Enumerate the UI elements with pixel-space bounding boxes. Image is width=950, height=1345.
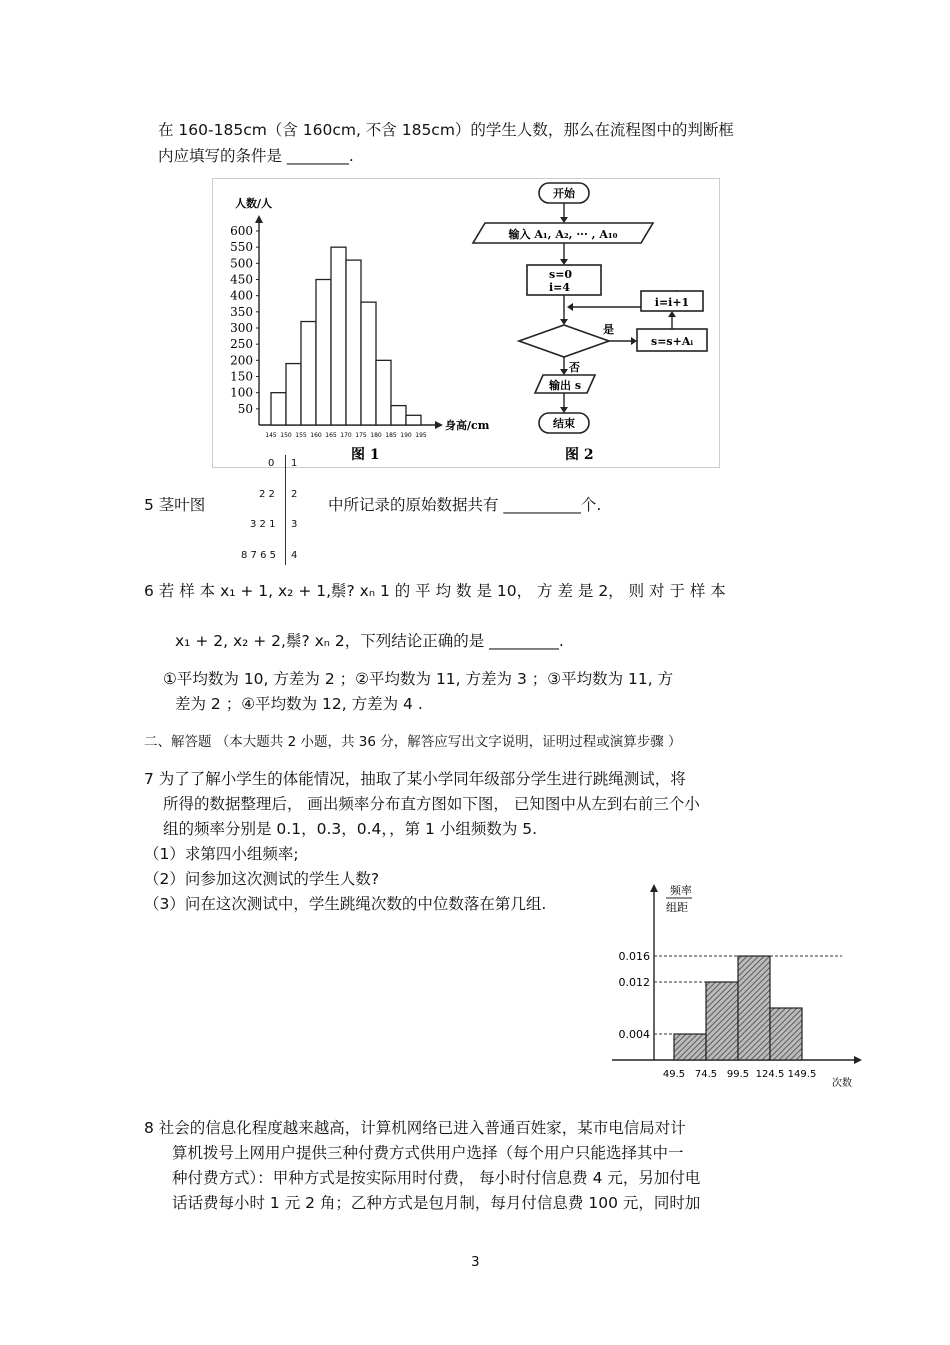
freq-bar [706,982,738,1060]
hist-x-ticks [265,432,427,439]
hist-xtick-label: 160 [310,432,322,439]
flow-yes-label: 是 [603,323,614,336]
q7-part3: （3）问在这次测试中，学生跳绳次数的中位数落在第几组. [144,895,547,913]
freq-bar [738,956,770,1060]
freq-bars [674,956,802,1060]
q7-line2: 所得的数据整理后， 画出频率分布直方图如下图， 已知图中从左到右前三个小 [163,795,700,813]
flow-arrowhead-3 [560,319,568,325]
flow-no-label: 否 [569,361,580,374]
hist-bar [271,393,286,425]
hist-ytick-label: 350 [230,304,253,319]
freq-ytick-label: 0.016 [618,950,650,963]
hist-bar [301,322,316,425]
hist-ytick-label: 50 [237,401,253,416]
hist-ytick-label: 500 [230,256,253,271]
hist-xtick-label: 145 [265,432,277,439]
hist-xtick-label: 190 [400,432,412,439]
q5-label: 5 茎叶图 [144,496,206,514]
hist-bars [271,247,421,425]
q6-line4: 差为 2 ；④平均数为 12, 方差为 4 . [175,695,423,713]
q5-rest: 中所记录的原始数据共有 __________个. [328,496,602,514]
stem-row-1: 1 [291,458,298,469]
flow-init-s: s=0 [549,268,573,281]
page-number: 3 [471,1254,480,1270]
freq-xtick-label: 149.5 [787,1069,817,1080]
freq-bar [674,1034,706,1060]
flow-arrowhead-4 [560,407,568,413]
q8-line1: 8 社会的信息化程度越来越高，计算机网络已进入普通百姓家，某市电信局对计 [144,1119,686,1137]
leaf-row-4: 8 7 6 5 [241,550,276,561]
freq-xtick-label: 49.5 [662,1069,686,1080]
hist-bar [376,360,391,425]
flow-start-label: 开始 [553,187,575,200]
hist-xtick-label: 150 [280,432,292,439]
section-2-heading: 二、解答题 （本大题共 2 小题，共 36 分，解答应写出文字说明，证明过程或演算步骤 ） [144,734,682,750]
q7-part2: （2）问参加这次测试的学生人数? [144,870,380,888]
q4-line1: 在 160-185cm（含 160cm, 不含 185cm）的学生人数，那么在流程图中的判断框 [158,121,734,139]
freq-x-ticks [663,1069,816,1080]
flow-decision [519,325,609,357]
q7-line3: 组的频率分别是 0.1，0.3，0.4，，第 1 小组频数为 5. [163,820,538,838]
hist-bar [316,280,331,426]
freq-y-ticks [619,950,651,1041]
leaf-row-3: 3 2 1 [250,519,276,530]
hist-ytick-label: 200 [230,353,253,368]
hist-xtick-label: 195 [415,432,427,439]
freq-ylabel-top: 频率 [670,884,692,897]
hist-xtick-label: 165 [325,432,337,439]
freq-xtick-label: 124.5 [755,1069,785,1080]
freq-ytick-label: 0.004 [618,1028,650,1041]
hist-ytick-label: 150 [230,369,253,384]
hist-bar [286,364,301,425]
freq-x-arrow [854,1056,862,1064]
freq-svg [604,878,864,1094]
fig1-caption: 图 1 [351,447,380,463]
stem-row-2: 2 [291,489,298,500]
q8-line2: 算机拨号上网用户提供三种付费方式供用户选择（每个用户只能选择其中一 [172,1144,684,1162]
freq-y-arrow [650,884,658,892]
hist-bar [361,302,376,425]
hist-bar [391,406,406,425]
flow-input-label: 输入 A₁, A₂, ··· , A₁₀ [508,228,618,241]
fig2-caption: 图 2 [565,447,594,463]
hist-xtick-label: 170 [340,432,352,439]
q8-line3: 种付费方式）：甲种方式是按实际用时付费， 每小时付信息费 4 元，另加付电 [172,1169,701,1187]
hist-y-ticks [230,224,259,416]
hist-xtick-label: 175 [355,432,367,439]
freq-ytick-label: 0.012 [618,976,650,989]
flow-accum-label: s=s+Aᵢ [651,335,693,348]
hist-bar [331,247,346,425]
flow-end-label: 结束 [553,417,575,430]
q6-line3: ①平均数为 10, 方差为 2 ；②平均数为 11, 方差为 3 ；③平均数为 11, 方 [163,670,674,688]
flow-output-label: 输出 s [548,379,582,392]
hist-ytick-label: 250 [230,337,253,352]
hist-xlabel: 身高/cm [445,419,490,432]
hist-ytick-label: 450 [230,272,253,287]
figure-histogram-flowchart [212,178,720,468]
q6-line1: 6 若 样 本 x₁ + 1, x₂ + 1,鬃? xₙ 1 的 平 均 数 是 10， 方 差 是 2， 则 对 于 样 本 [144,582,726,600]
hist-xtick-label: 180 [370,432,382,439]
hist-x-arrow [435,421,443,429]
q8-line4: 话话费每小时 1 元 2 角；乙种方式是包月制，每月付信息费 100 元，同时加 [172,1194,701,1212]
q6-line2: x₁ + 2, x₂ + 2,鬃? xₙ 2，下列结论正确的是 _________. [175,632,564,650]
flow-no-arrowhead [560,369,568,375]
hist-xtick-label: 185 [385,432,397,439]
flow-init-i: i=4 [549,281,571,294]
flow-incr-label: i=i+1 [654,296,690,309]
stem-row-3: 3 [291,519,298,530]
hist-bar [406,415,421,425]
q4-line2: 内应填写的条件是 ________. [158,147,354,165]
flow-arrowhead-1 [560,217,568,223]
leaf-row-2: 2 2 [259,489,275,500]
flow-loop-arrowhead [567,303,573,311]
freq-xtick-label: 99.5 [726,1069,750,1080]
hist-ytick-label: 550 [230,240,253,255]
frequency-histogram [604,878,864,1094]
hist-ytick-label: 400 [230,288,253,303]
hist-bar [346,260,361,425]
freq-ylabel-bottom: 组距 [666,901,688,914]
hist-xtick-label: 155 [295,432,307,439]
freq-xlabel: 次数 [832,1078,852,1089]
q7-line1: 7 为了了解小学生的体能情况，抽取了某小学同年级部分学生进行跳绳测试，将 [144,770,686,788]
stem-divider [285,455,286,565]
hist-ytick-label: 300 [230,321,253,335]
flow-yes-arrowhead [631,337,637,345]
flow-arrowhead-2 [560,259,568,265]
freq-bar [770,1008,802,1060]
freq-xtick-label: 74.5 [694,1069,718,1080]
hist-ytick-label: 600 [230,224,253,238]
stem-row-4: 4 [291,550,298,561]
hist-ylabel: 人数/人 [235,197,273,210]
flow-up-arrowhead [668,311,676,317]
fig-svg [213,179,719,467]
q7-part1: （1）求第四小组频率; [144,845,299,863]
leaf-row-1: 0 [268,458,275,469]
hist-ytick-label: 100 [230,385,253,400]
hist-y-arrow [255,215,263,223]
